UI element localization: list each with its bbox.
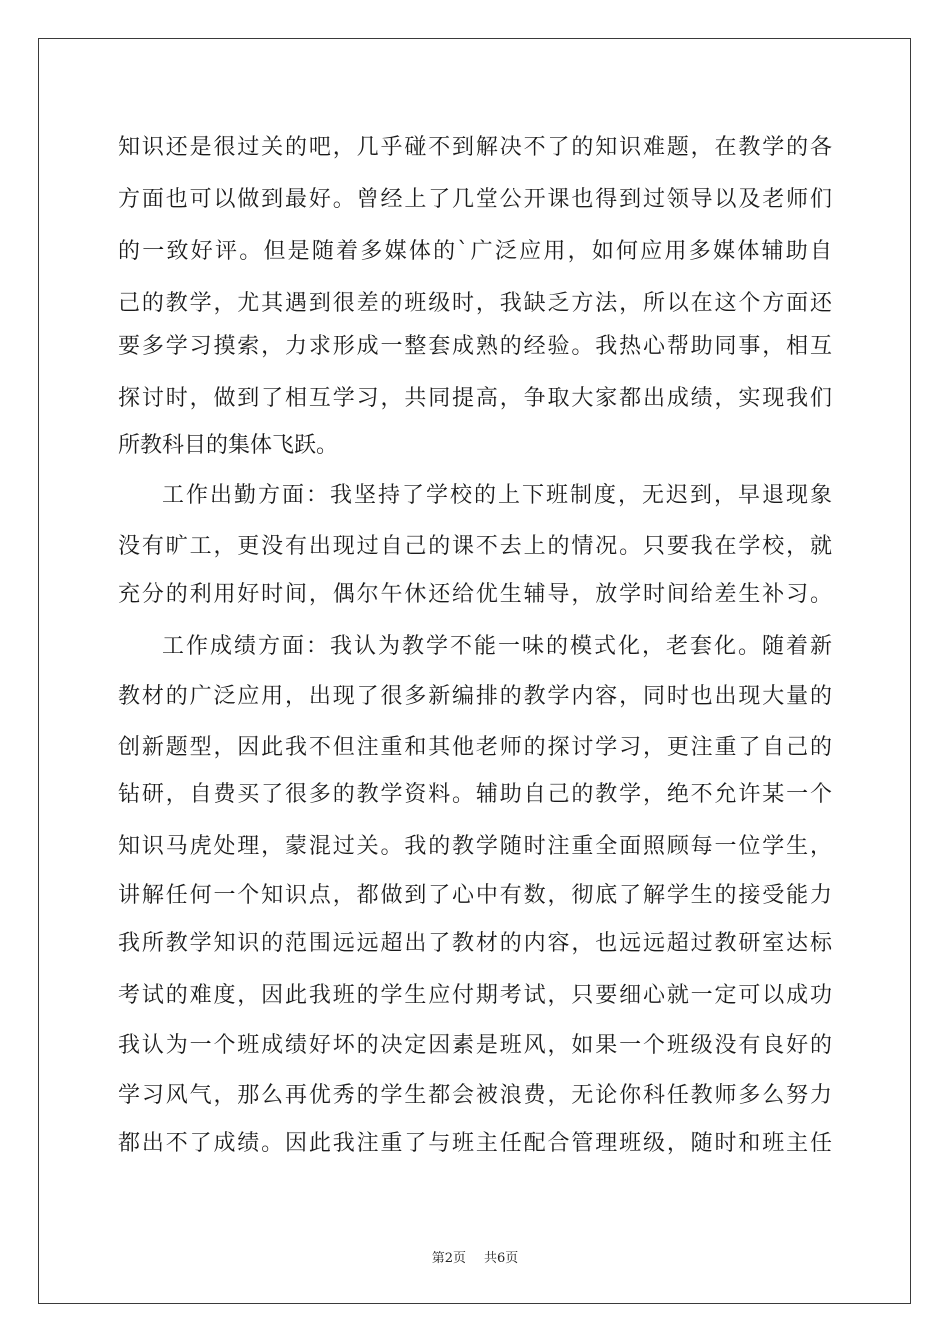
text-line: 要多学习摸索，力求形成一整套成熟的经验。我热心帮助同事，相互: [118, 334, 832, 359]
text-line: 我认为一个班成绩好坏的决定因素是班风，如果一个班级没有良好的: [118, 1033, 832, 1058]
text-line: 工作出勤方面：我坚持了学校的上下班制度，无迟到，早退现象: [162, 483, 832, 508]
text-line: 知识马虎处理，蒙混过关。我的教学随时注重全面照顾每一位学生，: [118, 834, 832, 859]
text-line: 的一致好评。但是随着多媒体的`广泛应用，如何应用多媒体辅助自: [118, 239, 832, 264]
text-line: 考试的难度，因此我班的学生应付期考试，只要细心就一定可以成功: [118, 983, 832, 1008]
text-line: 己的教学，尤其遇到很差的班级时，我缺乏方法，所以在这个方面还: [118, 291, 832, 316]
text-line: 教材的广泛应用，出现了很多新编排的教学内容，同时也出现大量的: [118, 684, 832, 709]
text-line: 讲解任何一个知识点，都做到了心中有数，彻底了解学生的接受能力: [118, 883, 832, 908]
page-border: [38, 38, 911, 1304]
text-line: 探讨时，做到了相互学习，共同提高，争取大家都出成绩，实现我们: [118, 386, 832, 411]
text-line: 没有旷工，更没有出现过自己的课不去上的情况。只要我在学校，就: [118, 534, 832, 559]
page-total: 共6页: [484, 1251, 519, 1266]
text-line: 工作成绩方面：我认为教学不能一味的模式化，老套化。随着新: [162, 634, 832, 659]
page-number: 第2页: [431, 1251, 466, 1266]
text-line: 知识还是很过关的吧，几乎碰不到解决不了的知识难题，在教学的各: [118, 135, 832, 160]
page-footer: [0, 1247, 950, 1266]
text-line: 钻研，自费买了很多的教学资料。辅助自己的教学，绝不允许某一个: [118, 782, 832, 807]
text-line: 创新题型，因此我不但注重和其他老师的探讨学习，更注重了自己的: [118, 735, 832, 760]
text-line: 充分的利用好时间，偶尔午休还给优生辅导，放学时间给差生补习。: [118, 582, 832, 607]
text-line: 学习风气，那么再优秀的学生都会被浪费，无论你科任教师多么努力: [118, 1083, 832, 1108]
text-line: 方面也可以做到最好。曾经上了几堂公开课也得到过领导以及老师们: [118, 187, 832, 212]
text-line: 我所教学知识的范围远远超出了教材的内容，也远远超过教研室达标: [118, 931, 832, 956]
text-line: 所教科目的集体飞跃。: [118, 433, 339, 458]
text-line: 都出不了成绩。因此我注重了与班主任配合管理班级，随时和班主任: [118, 1131, 832, 1156]
